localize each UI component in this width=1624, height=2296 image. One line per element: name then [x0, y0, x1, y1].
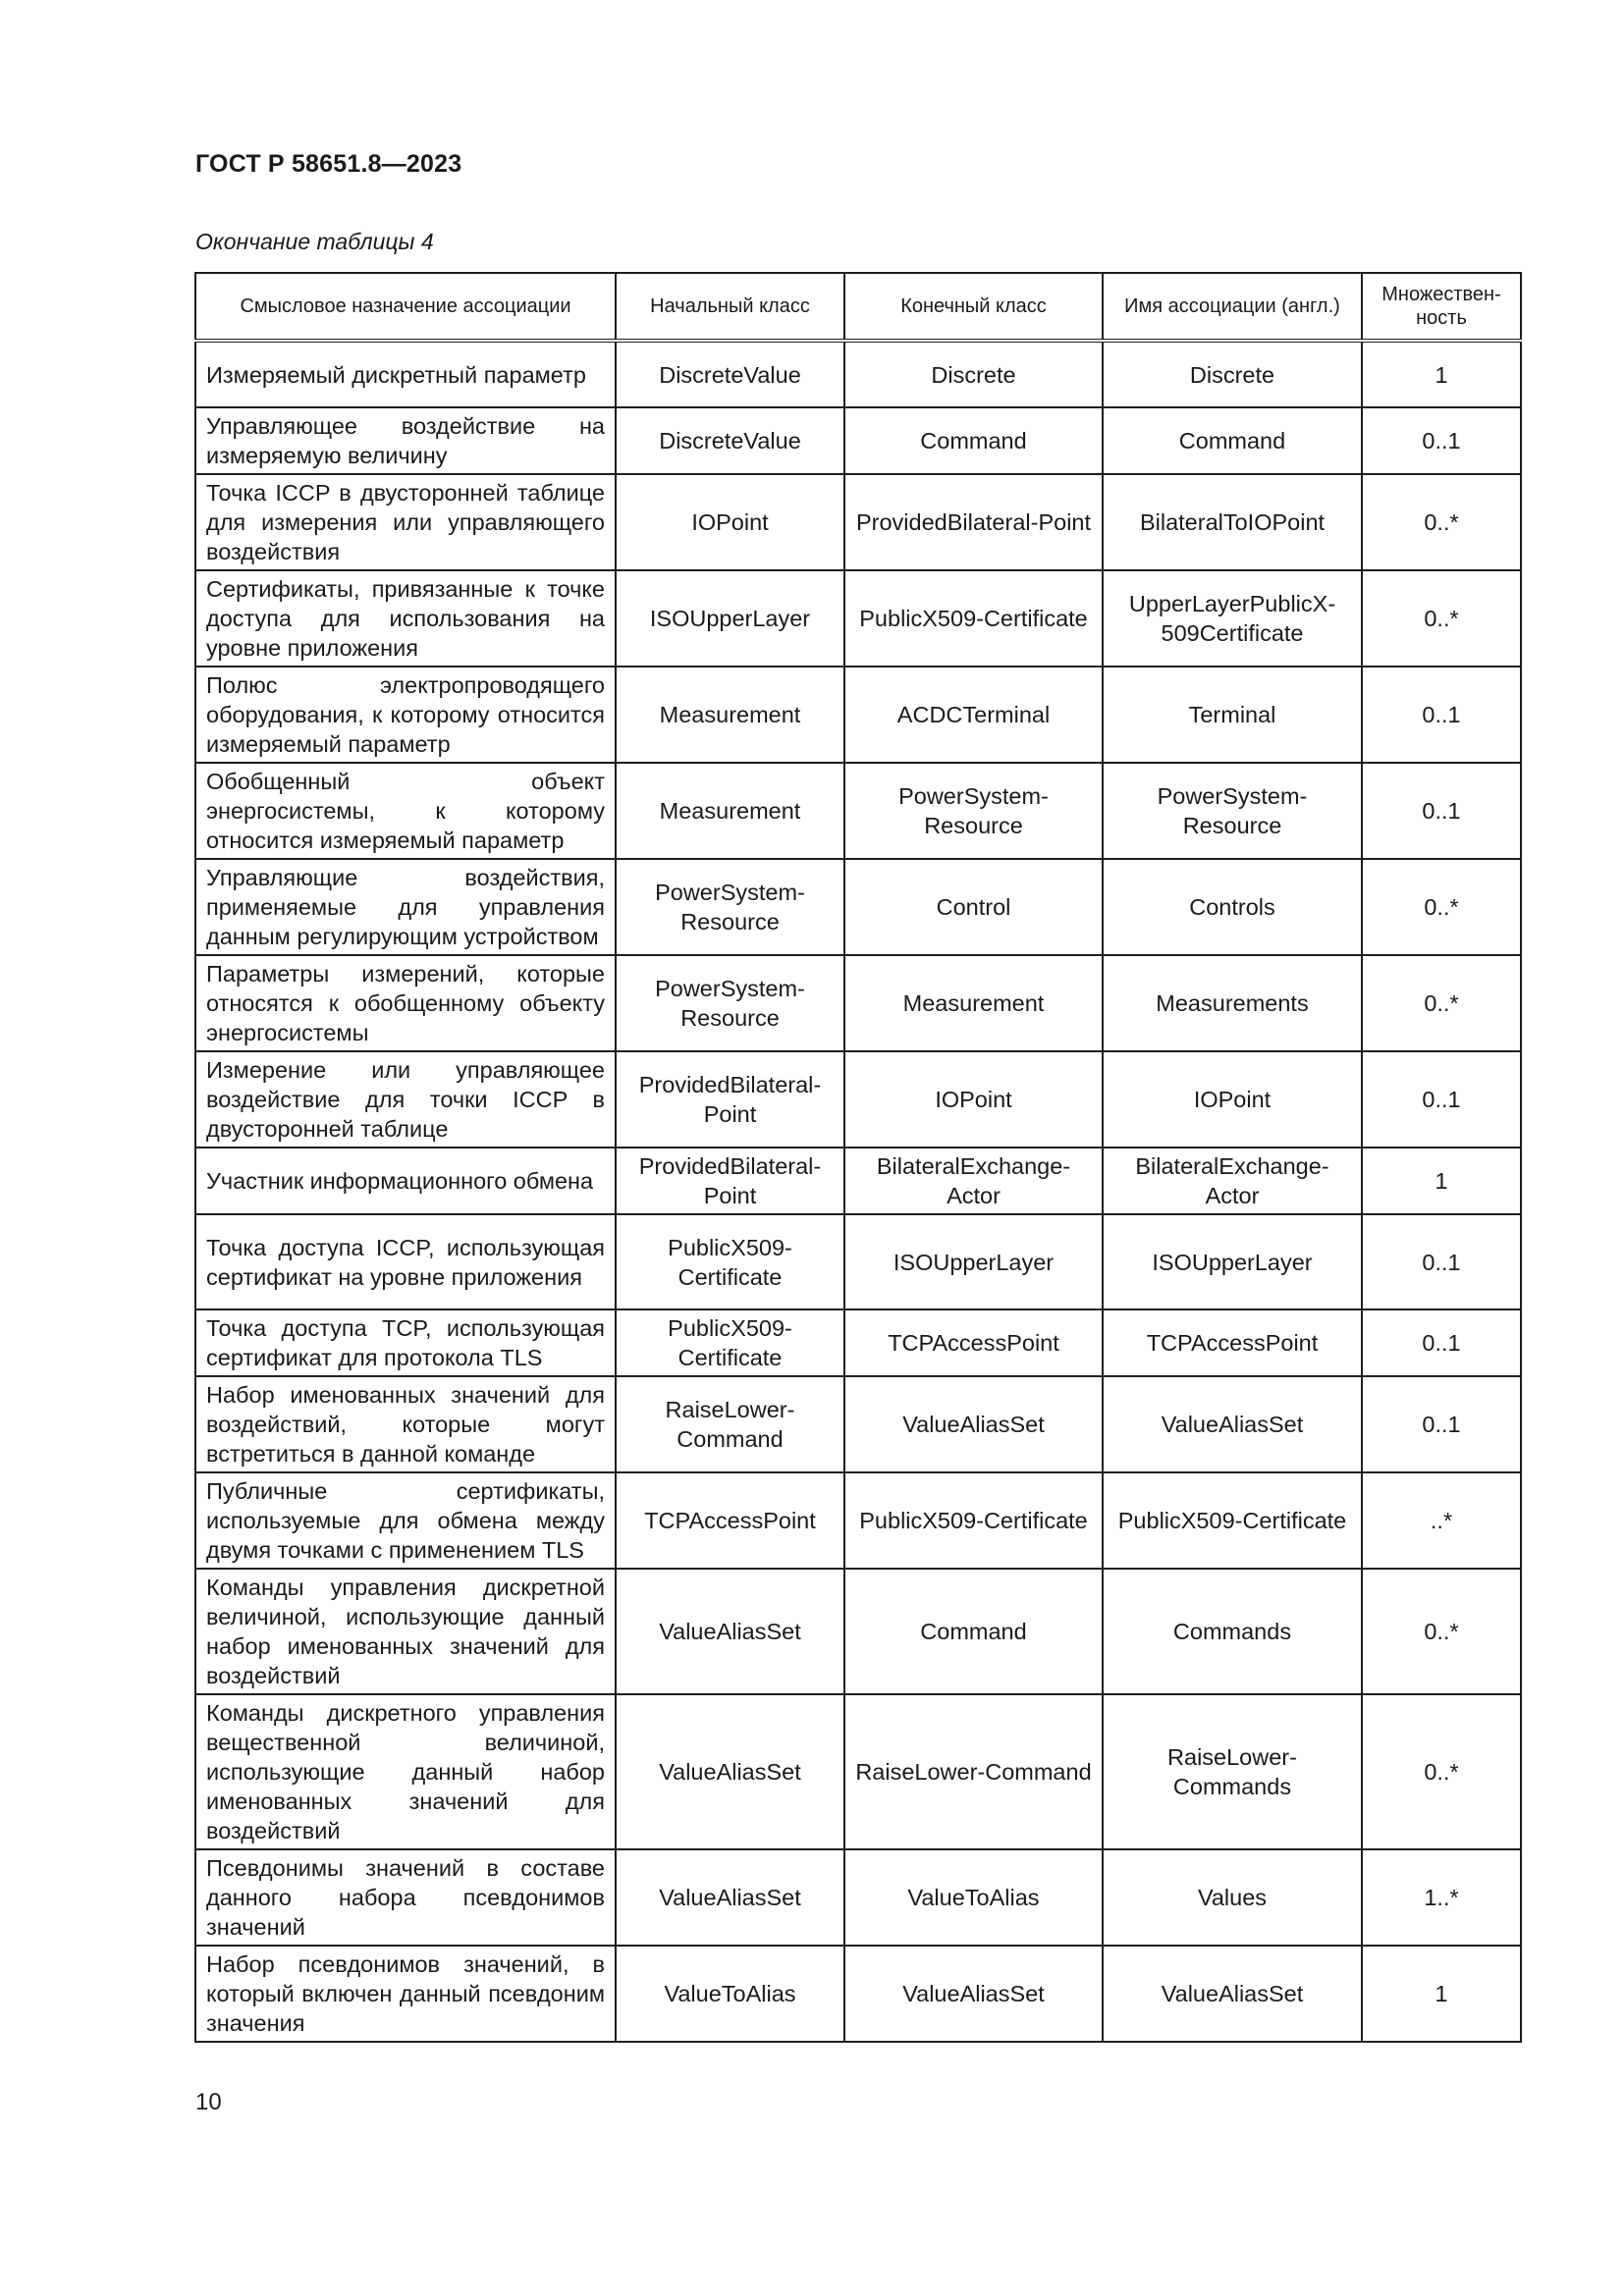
table-row [195, 1849, 1521, 1946]
table-row [195, 1214, 1521, 1309]
table-row [195, 1376, 1521, 1472]
cell-purpose: Точка доступа ICCP, использующая сертификат на уровне приложения [195, 1214, 616, 1309]
cell-purpose: Участник информационного обмена [195, 1148, 616, 1214]
table-row [195, 859, 1521, 955]
cell-start-class: PowerSystem-Resource [616, 859, 844, 955]
cell-multiplicity: 1 [1362, 341, 1521, 407]
cell-purpose: Обобщенный объект энергосистемы, к которому относится измеряемый параметр [195, 763, 616, 859]
table-row [195, 955, 1521, 1051]
cell-purpose: Публичные сертификаты, используемые для обмена между двумя точками с применением TLS [195, 1472, 616, 1569]
cell-end-class: Command [844, 1569, 1103, 1694]
cell-start-class: ValueAliasSet [616, 1849, 844, 1946]
cell-end-class: Discrete [844, 341, 1103, 407]
cell-end-class: IOPoint [844, 1051, 1103, 1148]
association-table [194, 272, 1522, 2043]
cell-multiplicity: 0..* [1362, 570, 1521, 667]
cell-purpose: Полюс электропроводящего оборудования, к которому относится измеряемый параметр [195, 667, 616, 763]
cell-association-name: ISOUpperLayer [1103, 1214, 1362, 1309]
cell-start-class: ISOUpperLayer [616, 570, 844, 667]
cell-multiplicity: 0..* [1362, 1694, 1521, 1849]
table-row [195, 763, 1521, 859]
cell-multiplicity: 0..1 [1362, 407, 1521, 474]
cell-end-class: Measurement [844, 955, 1103, 1051]
cell-multiplicity: 0..* [1362, 859, 1521, 955]
cell-start-class: IOPoint [616, 474, 844, 570]
cell-start-class: PublicX509-Certificate [616, 1309, 844, 1376]
cell-end-class: PublicX509-Certificate [844, 1472, 1103, 1569]
cell-purpose: Точка доступа TCP, использующая сертификат для протокола TLS [195, 1309, 616, 1376]
cell-end-class: BilateralExchange-Actor [844, 1148, 1103, 1214]
cell-purpose: Измеряемый дискретный параметр [195, 341, 616, 407]
cell-purpose: Управляющие воздействия, применяемые для управления данным регулирующим устройством [195, 859, 616, 955]
cell-start-class: ValueAliasSet [616, 1569, 844, 1694]
cell-end-class: TCPAccessPoint [844, 1309, 1103, 1376]
cell-end-class: Command [844, 407, 1103, 474]
cell-purpose: Точка ICCP в двусторонней таблице для измерения или управляющего воздействия [195, 474, 616, 570]
cell-end-class: ISOUpperLayer [844, 1214, 1103, 1309]
column-header-start-class: Начальный класс [616, 273, 844, 341]
cell-end-class: PowerSystem-Resource [844, 763, 1103, 859]
document-id: ГОСТ Р 58651.8—2023 [195, 150, 462, 178]
table-row [195, 1946, 1521, 2042]
table-row [195, 1309, 1521, 1376]
cell-multiplicity: 0..* [1362, 474, 1521, 570]
cell-association-name: ValueAliasSet [1103, 1376, 1362, 1472]
cell-multiplicity: 0..1 [1362, 1214, 1521, 1309]
cell-association-name: PowerSystem-Resource [1103, 763, 1362, 859]
cell-multiplicity: 0..* [1362, 955, 1521, 1051]
cell-purpose: Псевдонимы значений в составе данного набора псевдонимов значений [195, 1849, 616, 1946]
cell-association-name: IOPoint [1103, 1051, 1362, 1148]
table-row [195, 1569, 1521, 1694]
table-row [195, 474, 1521, 570]
cell-multiplicity: 0..1 [1362, 667, 1521, 763]
cell-multiplicity: 1..* [1362, 1849, 1521, 1946]
cell-start-class: DiscreteValue [616, 341, 844, 407]
cell-end-class: ProvidedBilateral-Point [844, 474, 1103, 570]
column-header-multiplicity: Множествен-ность [1362, 273, 1521, 341]
table-row [195, 407, 1521, 474]
table-row [195, 341, 1521, 407]
cell-purpose: Команды дискретного управления вещественной величиной, использующие данный набор именованных значений для воздействий [195, 1694, 616, 1849]
cell-start-class: ProvidedBilateral-Point [616, 1051, 844, 1148]
cell-end-class: ValueAliasSet [844, 1376, 1103, 1472]
cell-association-name: Values [1103, 1849, 1362, 1946]
cell-end-class: ACDCTerminal [844, 667, 1103, 763]
cell-association-name: Controls [1103, 859, 1362, 955]
cell-purpose: Параметры измерений, которые относятся к обобщенному объекту энергосистемы [195, 955, 616, 1051]
cell-association-name: PublicX509-Certificate [1103, 1472, 1362, 1569]
table-row [195, 1051, 1521, 1148]
cell-start-class: ValueAliasSet [616, 1694, 844, 1849]
cell-multiplicity: 0..1 [1362, 763, 1521, 859]
cell-association-name: Terminal [1103, 667, 1362, 763]
cell-multiplicity: 0..1 [1362, 1051, 1521, 1148]
cell-association-name: Discrete [1103, 341, 1362, 407]
table-row [195, 1472, 1521, 1569]
column-header-purpose: Смысловое назначение ассоциации [195, 273, 616, 341]
cell-association-name: ValueAliasSet [1103, 1946, 1362, 2042]
table-caption: Окончание таблицы 4 [195, 229, 434, 254]
cell-end-class: ValueToAlias [844, 1849, 1103, 1946]
cell-start-class: PowerSystem-Resource [616, 955, 844, 1051]
cell-end-class: ValueAliasSet [844, 1946, 1103, 2042]
column-header-end-class: Конечный класс [844, 273, 1103, 341]
cell-association-name: Command [1103, 407, 1362, 474]
cell-start-class: RaiseLower-Command [616, 1376, 844, 1472]
cell-association-name: RaiseLower-Commands [1103, 1694, 1362, 1849]
cell-association-name: Commands [1103, 1569, 1362, 1694]
table-row [195, 570, 1521, 667]
cell-start-class: Measurement [616, 667, 844, 763]
cell-start-class: ProvidedBilateral-Point [616, 1148, 844, 1214]
table-header-row [195, 273, 1521, 341]
cell-start-class: ValueToAlias [616, 1946, 844, 2042]
cell-purpose: Набор именованных значений для воздействий, которые могут встретиться в данной команде [195, 1376, 616, 1472]
cell-start-class: DiscreteValue [616, 407, 844, 474]
cell-purpose: Управляющее воздействие на измеряемую величину [195, 407, 616, 474]
cell-association-name: BilateralToIOPoint [1103, 474, 1362, 570]
table-row [195, 1694, 1521, 1849]
cell-end-class: PublicX509-Certificate [844, 570, 1103, 667]
cell-multiplicity: 0..1 [1362, 1309, 1521, 1376]
cell-purpose: Измерение или управляющее воздействие для точки ICCP в двусторонней таблице [195, 1051, 616, 1148]
page-number: 10 [195, 2089, 222, 2115]
column-header-association-name: Имя ассоциации (англ.) [1103, 273, 1362, 341]
cell-purpose: Команды управления дискретной величиной, использующие данный набор именованных значений для воздействий [195, 1569, 616, 1694]
cell-association-name: UpperLayerPublicX-509Certificate [1103, 570, 1362, 667]
cell-start-class: TCPAccessPoint [616, 1472, 844, 1569]
cell-purpose: Сертификаты, привязанные к точке доступа для использования на уровне приложения [195, 570, 616, 667]
cell-multiplicity: 1 [1362, 1946, 1521, 2042]
cell-association-name: TCPAccessPoint [1103, 1309, 1362, 1376]
cell-multiplicity: 0..1 [1362, 1376, 1521, 1472]
cell-end-class: RaiseLower-Command [844, 1694, 1103, 1849]
cell-association-name: BilateralExchange-Actor [1103, 1148, 1362, 1214]
table-row [195, 1148, 1521, 1214]
cell-multiplicity: 1 [1362, 1148, 1521, 1214]
cell-association-name: Measurements [1103, 955, 1362, 1051]
cell-end-class: Control [844, 859, 1103, 955]
cell-multiplicity: 0..* [1362, 1569, 1521, 1694]
cell-purpose: Набор псевдонимов значений, в который включен данный псевдоним значения [195, 1946, 616, 2042]
table-row [195, 667, 1521, 763]
cell-multiplicity: ..* [1362, 1472, 1521, 1569]
cell-start-class: Measurement [616, 763, 844, 859]
cell-start-class: PublicX509-Certificate [616, 1214, 844, 1309]
